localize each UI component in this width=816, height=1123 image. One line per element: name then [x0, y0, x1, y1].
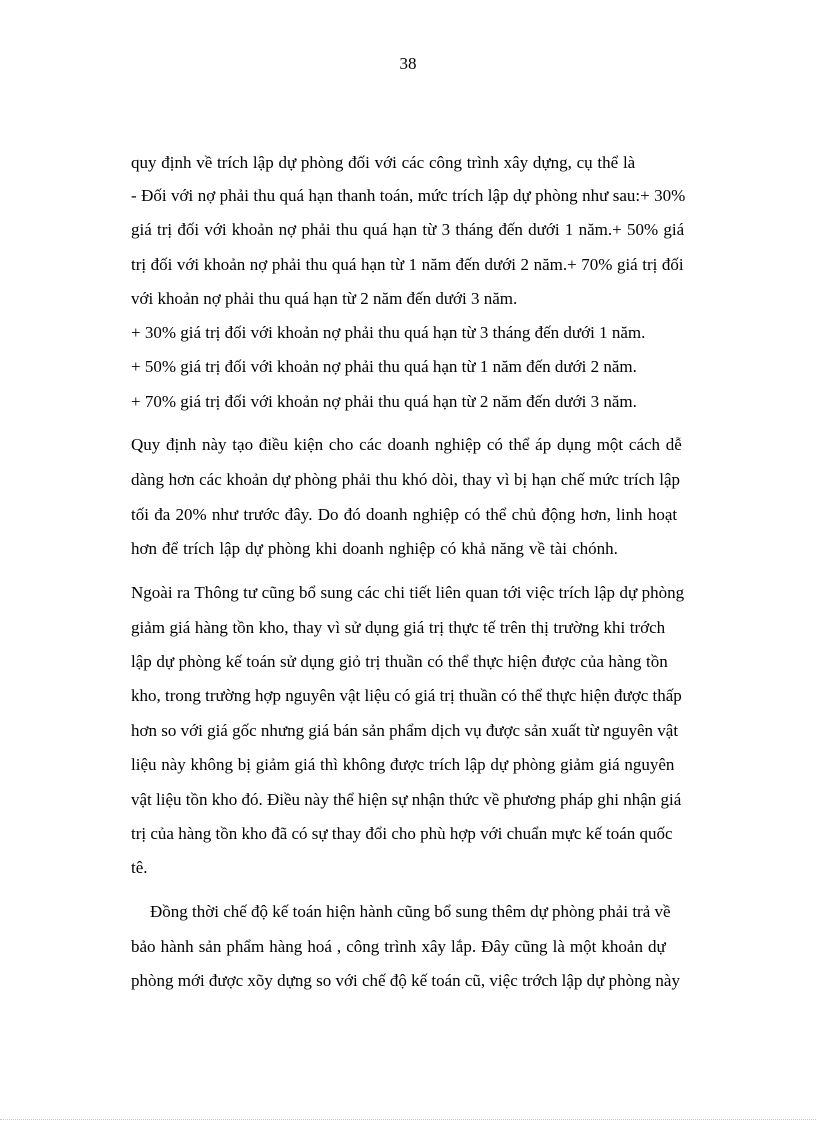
- text-line: bảo hành sản phẩm hàng hoá , công trình xây lắp. Đây cũng là một khoản dự: [131, 937, 666, 956]
- text-line: liệu này không bị giảm giá thì không được trích lập dự phòng giảm giá nguyên: [131, 755, 675, 774]
- text-line: giảm giá hàng tồn kho, thay vì sử dụng giá trị thực tế trên thị trường khi trớch: [131, 618, 666, 637]
- text-line: quy định về trích lập dự phòng đối với các công trình xây dựng, cụ thể là: [131, 153, 636, 172]
- page-number: 38: [399, 54, 417, 73]
- text-line: kho, trong trường hợp nguyên vật liệu có giá trị thuần có thể thực hiện được thấp: [131, 686, 682, 705]
- text-line: tê.: [131, 858, 148, 877]
- text-line: + 30% giá trị đối với khoản nợ phải thu quá hạn từ 3 tháng đến dưới 1 năm.: [131, 323, 646, 342]
- text-line: + 50% giá trị đối với khoản nợ phải thu quá hạn từ 1 năm đến dưới 2 năm.: [131, 357, 637, 376]
- text-line: vật liệu tồn kho đó. Điều này thể hiện sự nhận thức về phương pháp ghi nhận giá: [131, 790, 682, 809]
- text-line: trị đối với khoản nợ phải thu quá hạn từ 1 năm đến dưới 2 năm.+ 70% giá trị đối: [131, 255, 684, 274]
- text-line: tối đa 20% như trước đây. Do đó doanh nghiệp có thể chủ động hơn, linh hoạt: [131, 505, 678, 524]
- text-line: giá trị đối với khoản nợ phải thu quá hạn từ 3 tháng đến dưới 1 năm.+ 50% giá: [131, 220, 685, 239]
- text-line: Đồng thời chế độ kế toán hiện hành cũng bổ sung thêm dự phòng phải trả về: [150, 902, 671, 921]
- text-line: Ngoài ra Thông tư cũng bổ sung các chi tiết liên quan tới việc trích lập dự phòng: [131, 583, 685, 602]
- text-line: + 70% giá trị đối với khoản nợ phải thu quá hạn từ 2 năm đến dưới 3 năm.: [131, 392, 637, 411]
- text-line: với khoản nợ phải thu quá hạn từ 2 năm đến dưới 3 năm.: [131, 289, 518, 308]
- text-line: hơn để trích lập dự phòng khi doanh nghiệp có khả năng về tài chónh.: [131, 539, 618, 558]
- text-line: Quy định này tạo điều kiện cho các doanh nghiệp có thể áp dụng một cách dễ: [131, 435, 682, 454]
- page-bottom-divider: [0, 1119, 816, 1120]
- text-line: lập dự phòng kế toán sử dụng giỏ trị thuần có thể thực hiện được của hàng tồn: [131, 652, 668, 671]
- text-line: - Đối với nợ phải thu quá hạn thanh toán, mức trích lập dự phòng như sau:+ 30%: [131, 186, 686, 205]
- text-line: dàng hơn các khoản dự phòng phải thu khó dòi, thay vì bị hạn chế mức trích lập: [131, 470, 681, 489]
- text-line: hơn so với giá gốc nhưng giá bán sản phẩm dịch vụ được sản xuất từ nguyên vật: [131, 721, 679, 740]
- text-line: phòng mới được xõy dựng so với chế độ kế toán cũ, việc trớch lập dự phòng này: [131, 971, 680, 990]
- text-line: trị của hàng tồn kho đã có sự thay đổi cho phù hợp với chuẩn mực kế toán quốc: [131, 824, 673, 843]
